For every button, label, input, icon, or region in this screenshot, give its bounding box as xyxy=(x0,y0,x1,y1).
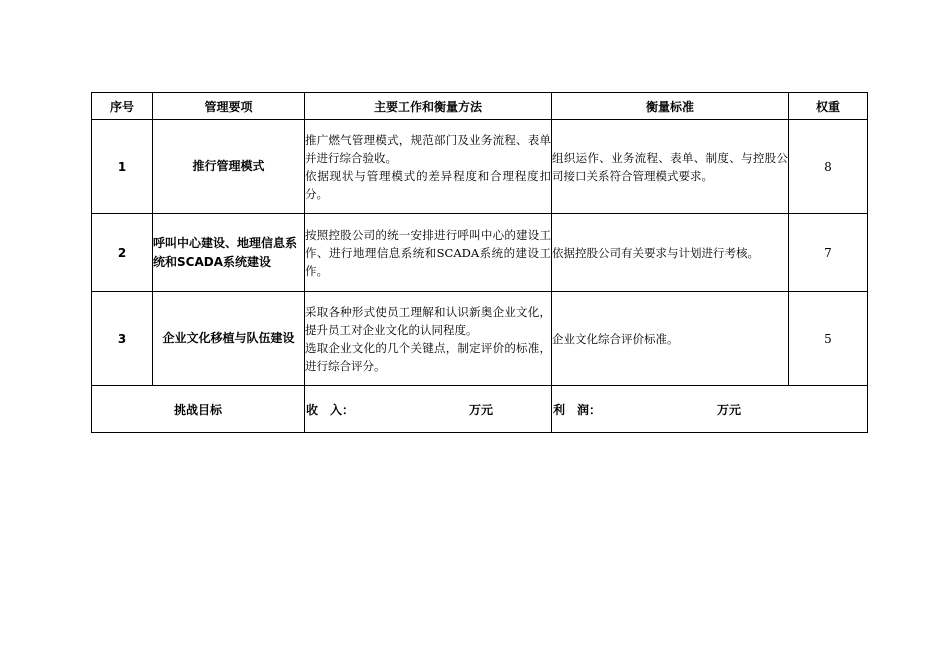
row-weight: 8 xyxy=(789,120,868,214)
row-index: 1 xyxy=(92,120,153,214)
row-method xyxy=(305,120,552,214)
profit-label: 利 润： xyxy=(553,402,602,417)
target-row xyxy=(92,386,868,433)
table-row xyxy=(92,214,868,292)
row-method xyxy=(305,214,552,292)
table-row xyxy=(92,292,868,386)
row-standard: 依据控股公司有关要求与计划进行考核。 xyxy=(552,214,789,292)
row-index: 2 xyxy=(92,214,153,292)
income-unit: 万元 xyxy=(468,402,493,417)
header-item: 管理要项 xyxy=(153,93,305,120)
income-label: 收 入： xyxy=(306,402,355,417)
header-row xyxy=(92,93,868,120)
row-item: 企业文化移植与队伍建设 xyxy=(153,292,305,386)
row-item: 呼叫中心建设、地理信息系统和SCADA系统建设 xyxy=(153,214,305,292)
assessment-table xyxy=(91,92,868,433)
method-line: 采取各种形式使员工理解和认识新奥企业文化，提升员工对企业文化的认同程度。 xyxy=(305,304,551,337)
row-item: 推行管理模式 xyxy=(153,120,305,214)
table-row xyxy=(92,120,868,214)
row-weight: 5 xyxy=(789,292,868,386)
header-weight: 权重 xyxy=(789,93,868,120)
row-index: 3 xyxy=(92,292,153,386)
method-line: 选取企业文化的几个关键点，制定评价的标准，进行综合评分。 xyxy=(305,340,551,373)
method-line: 推广燃气管理模式，规范部门及业务流程、表单并进行综合验收。 xyxy=(305,132,551,165)
income-cell xyxy=(305,386,552,433)
row-weight: 7 xyxy=(789,214,868,292)
target-label: 挑战目标 xyxy=(92,386,305,433)
header-index: 序号 xyxy=(92,93,153,120)
header-standard: 衡量标准 xyxy=(552,93,789,120)
row-standard: 企业文化综合评价标准。 xyxy=(552,292,789,386)
profit-unit: 万元 xyxy=(716,402,741,417)
row-method xyxy=(305,292,552,386)
profit-cell xyxy=(552,386,868,433)
row-standard: 组织运作、业务流程、表单、制度、与控股公司接口关系符合管理模式要求。 xyxy=(552,120,789,214)
method-line: 依据现状与管理模式的差异程度和合理程度扣分。 xyxy=(305,168,551,201)
header-method: 主要工作和衡量方法 xyxy=(305,93,552,120)
method-line: 按照控股公司的统一安排进行呼叫中心的建设工作、进行地理信息系统和SCADA系统的建设工作。 xyxy=(305,227,551,278)
